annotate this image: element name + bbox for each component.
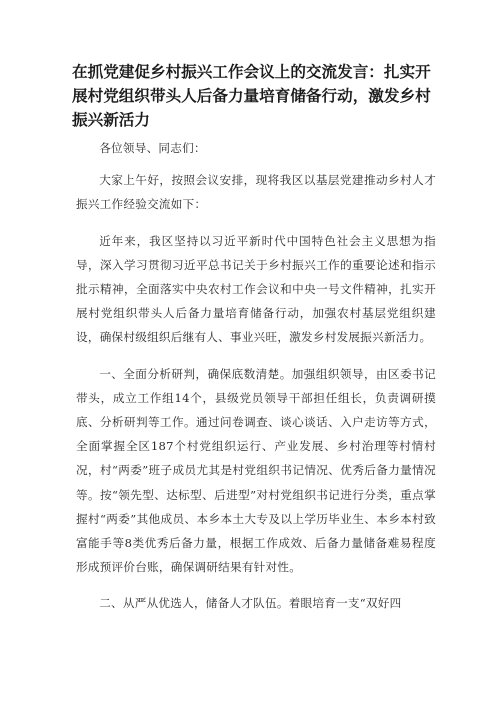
document-title: 在抓党建促乡村振兴工作会议上的交流发言：扎实开展村党组织带头人后备力量培育储备行动，激发乡村振兴新活力 [72,63,431,129]
document-body [76,136,436,628]
paragraph-intro: 近年来，我区坚持以习近平新时代中国特色社会主义思想为指导，深入学习贯彻习近平总书记关于乡村振兴工作的重要论述和指示批示精神，全面落实中央农村工作会议和中央一号文件精神，扎实开展村党组织带头人后备力量培育储备行动，加强农村基层党组织建设，确保村级组织后继有人、事业兴旺，激发乡村发展振兴新活力。 [76,233,436,345]
salutation: 各位领导、同志们： [99,141,206,155]
paragraph-section-2: 二、从严从优选人，储备人才队伍。着眼培育一支“双好四 [99,596,402,611]
paragraph-section-1: 一、全面分析研判，确保底数清楚。加强组织领导，由区委书记带头，成立工作组14个，县级党员领导干部担任组长，负责调研摸底、分析研判等工作。通过问卷调查、谈心谈话、入户走访等方式，全面掌握全区187个村党组织运行、产业发展、乡村治理等村情村况，村“两委”班子成员尤其是村党组织书记情况、优秀后备力量情况等。按“领先型、达标型、后进型”对村党组织书记进行分类，重点掌握村“两委”其他成员、本乡本土大专及以上学历毕业生、本乡本村致富能手等8类优秀后备力量，根据工作成效、后备力量储备难易程度形成预评价台账，确保调研结果有针对性。 [76,366,436,575]
paragraph-greeting: 大家上午好，按照会议安排，现将我区以基层党建推动乡村人才振兴工作经验交流如下： [76,173,436,212]
